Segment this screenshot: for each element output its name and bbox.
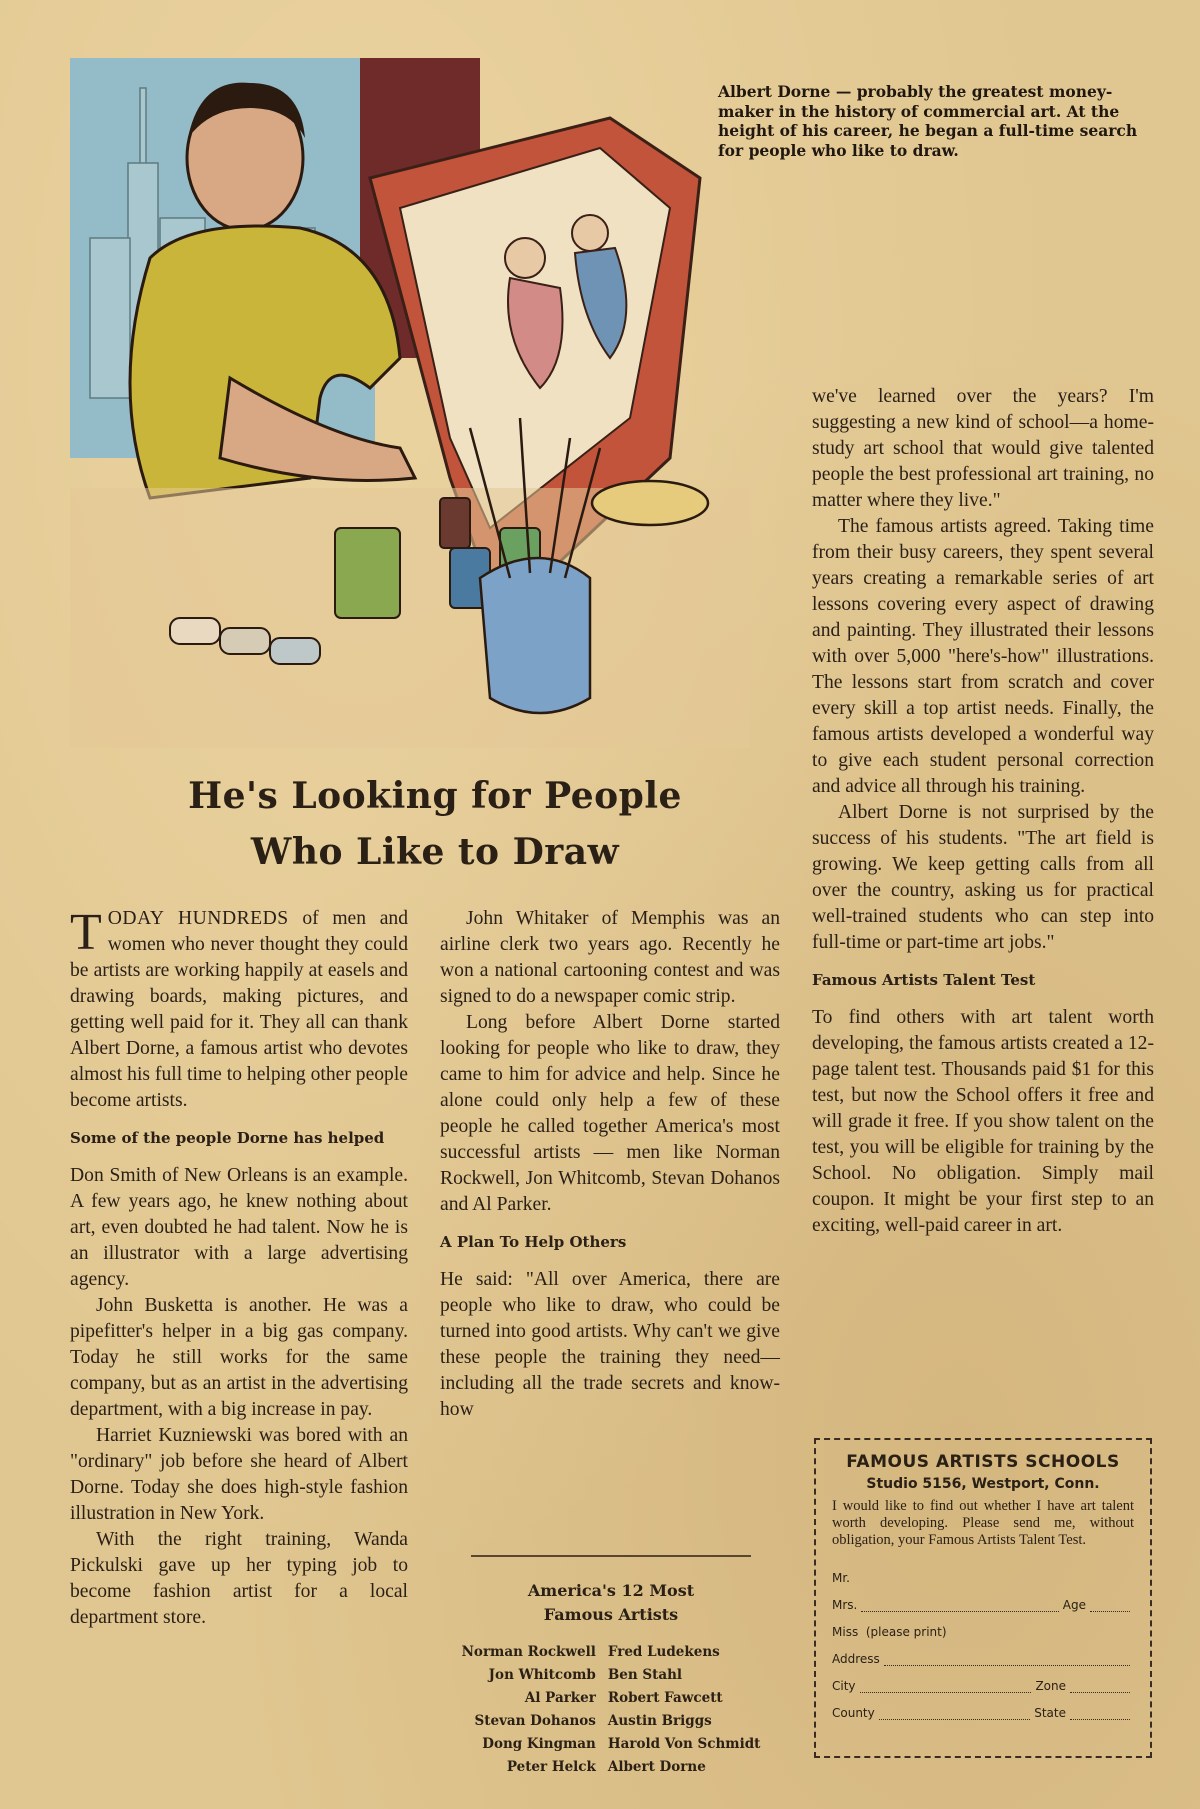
col2-paragraph-2: Long before Albert Dorne started looking for people who like to draw, they came to him for advice and help. Since he alone could only help a few of these people he called together America's most successful artists — men like Norman Rockwell, Jon Whitcomb, Stevan Dohanos and Al Parker. — [440, 1012, 780, 1215]
table-row — [456, 1641, 767, 1664]
artist-illustration — [70, 58, 750, 748]
column-3 — [812, 384, 1154, 1239]
label-mr: Mr. — [832, 1571, 850, 1585]
artist-name: Harold Von Schmidt — [607, 1736, 761, 1752]
table-row — [456, 1756, 767, 1779]
artists-title-line-1: America's 12 Most — [527, 1581, 695, 1600]
illustration-caption — [718, 82, 1138, 160]
artists-table — [456, 1641, 767, 1779]
state-line[interactable] — [1070, 1719, 1130, 1720]
divider — [471, 1555, 751, 1557]
label-county: County — [832, 1706, 875, 1720]
col1-paragraph-5: With the right training, Wanda Pickulski gave up her typing job to become fashion artist for a local department store. — [70, 1529, 408, 1628]
subhead-plan: A Plan To Help Others — [440, 1233, 627, 1251]
label-please-print: (please print) — [865, 1625, 947, 1639]
col2-paragraph-1: John Whitaker of Memphis was an airline clerk two years ago. Recently he won a national cartooning contest and was signed to do a newspaper comic strip. — [440, 908, 780, 1007]
artist-name: Robert Fawcett — [607, 1690, 723, 1706]
mail-coupon[interactable] — [814, 1438, 1152, 1758]
col3-paragraph-1: we've learned over the years? I'm suggesting a new kind of school—a home-study art school that would give talented people the best professional art training, no matter where they live." — [812, 386, 1154, 511]
artist-name: Austin Briggs — [607, 1713, 712, 1729]
artists-title — [440, 1579, 782, 1627]
address-line[interactable] — [884, 1665, 1130, 1666]
col1-paragraph-4: Harriet Kuzniewski was bored with an "ordinary" job before she heard of Albert Dorne. Today she does high-style fashion illustration in New York. — [70, 1425, 408, 1524]
artist-name: Stevan Dohanos — [474, 1713, 596, 1729]
table-row — [456, 1710, 767, 1733]
table-row — [456, 1733, 767, 1756]
coupon-address: Studio 5156, Westport, Conn. — [866, 1476, 1100, 1492]
coupon-fields — [832, 1565, 1134, 1727]
col3-paragraph-4: To find others with art talent worth developing, the famous artists created a 12-page talent test. Thousands paid $1 for this test, but now the School offers it free and will grade it free. If you show talent on the test, you will be eligible for training by the School. No obligation. Simply mail coupon. It might be your first step to an exciting, well-paid career in art. — [812, 1007, 1154, 1236]
subhead-people-helped: Some of the people Dorne has helped — [70, 1129, 385, 1147]
field-mr[interactable] — [832, 1565, 1134, 1592]
label-state: State — [1034, 1706, 1066, 1720]
artist-name: Albert Dorne — [607, 1759, 706, 1775]
artist-name: Al Parker — [524, 1690, 596, 1706]
zone-line[interactable] — [1070, 1692, 1130, 1693]
county-line[interactable] — [879, 1719, 1030, 1720]
coupon-title: FAMOUS ARTISTS SCHOOLS — [846, 1452, 1120, 1472]
field-city-zone[interactable] — [832, 1673, 1134, 1700]
drop-cap: T — [70, 904, 102, 961]
field-county-state[interactable] — [832, 1700, 1134, 1727]
caption-name: Albert Dorne — [718, 82, 831, 101]
label-address: Address — [832, 1652, 880, 1666]
headline-line-2: Who Like to Draw — [250, 831, 620, 873]
coupon-body: I would like to find out whether I have art talent worth developing. Please send me, without obligation, your Famous Artists Talent Test. — [832, 1498, 1134, 1548]
label-miss: Miss — [832, 1625, 859, 1639]
artist-name: Peter Helck — [506, 1759, 596, 1775]
subhead-talent-test: Famous Artists Talent Test — [812, 971, 1036, 989]
label-age: Age — [1062, 1598, 1086, 1612]
headline-line-1: He's Looking for People — [188, 775, 682, 817]
artists-title-line-2: Famous Artists — [543, 1605, 679, 1624]
table-row — [456, 1664, 767, 1687]
col1-paragraph-1-rest: of men and women who never thought they could be artists are working happily at easels and drawing boards, making pictures, and getting well paid for it. They all can thank Albert Dorne, a famous artist who devotes almost his full time to helping other people become artists. — [70, 908, 408, 1111]
col1-paragraph-1 — [70, 906, 408, 1114]
col3-paragraph-3: Albert Dorne is not surprised by the success of his students. "The art field is growing. We keep getting calls from all over the country, asking us for practical well-trained students who can step into full-time or part-time art jobs." — [812, 802, 1154, 953]
label-city: City — [832, 1679, 856, 1693]
age-line[interactable] — [1090, 1611, 1130, 1612]
name-line[interactable] — [861, 1611, 1058, 1612]
bowl — [592, 481, 708, 525]
artist-name: Ben Stahl — [607, 1667, 683, 1683]
column-2 — [440, 906, 780, 1423]
table-row — [456, 1687, 767, 1710]
col2-paragraph-3: He said: "All over America, there are people who like to draw, who could be turned into good artists. Why can't we give these people the training they need—including all the trade secrets and know-how — [440, 1269, 780, 1420]
artist-name: Jon Whitcomb — [488, 1667, 596, 1683]
famous-artists-list — [440, 1555, 782, 1779]
city-line[interactable] — [860, 1692, 1032, 1693]
label-mrs: Mrs. — [832, 1598, 858, 1612]
col3-paragraph-2: The famous artists agreed. Taking time from their busy careers, they spent several years creating a remarkable series of art lessons covering every aspect of drawing and painting. They illustrated their lessons with over 5,000 "here's-how" illustrations. The lessons start from scratch and cover every skill a top artist needs. Finally, the famous artists developed a wonderful way to give each student personal correction and advice all through his training. — [812, 516, 1154, 797]
caption-text: — probably the greatest money-maker in the history of commercial art. At the height of his career, he began a full-time search for people who like to draw. — [718, 82, 1138, 160]
col1-paragraph-2: Don Smith of New Orleans is an example. A few years ago, he knew nothing about art, even doubted he had talent. Now he is an illustrator with a large advertising agency. — [70, 1165, 408, 1290]
headline — [90, 768, 780, 880]
artist-name: Fred Ludekens — [607, 1644, 720, 1660]
artist-name: Dong Kingman — [482, 1736, 596, 1752]
column-1 — [70, 906, 408, 1631]
lead-words: ODAY HUNDREDS — [107, 908, 289, 929]
desk — [70, 488, 750, 748]
field-mrs-age[interactable] — [832, 1592, 1134, 1619]
field-address[interactable] — [832, 1646, 1134, 1673]
label-zone: Zone — [1035, 1679, 1066, 1693]
col1-paragraph-3: John Busketta is another. He was a pipefitter's helper in a big gas company. Today he still works for the same company, but as an artist in the advertising department, with a big increase in pay. — [70, 1295, 408, 1420]
field-miss[interactable] — [832, 1619, 1134, 1646]
artist-name: Norman Rockwell — [461, 1644, 596, 1660]
